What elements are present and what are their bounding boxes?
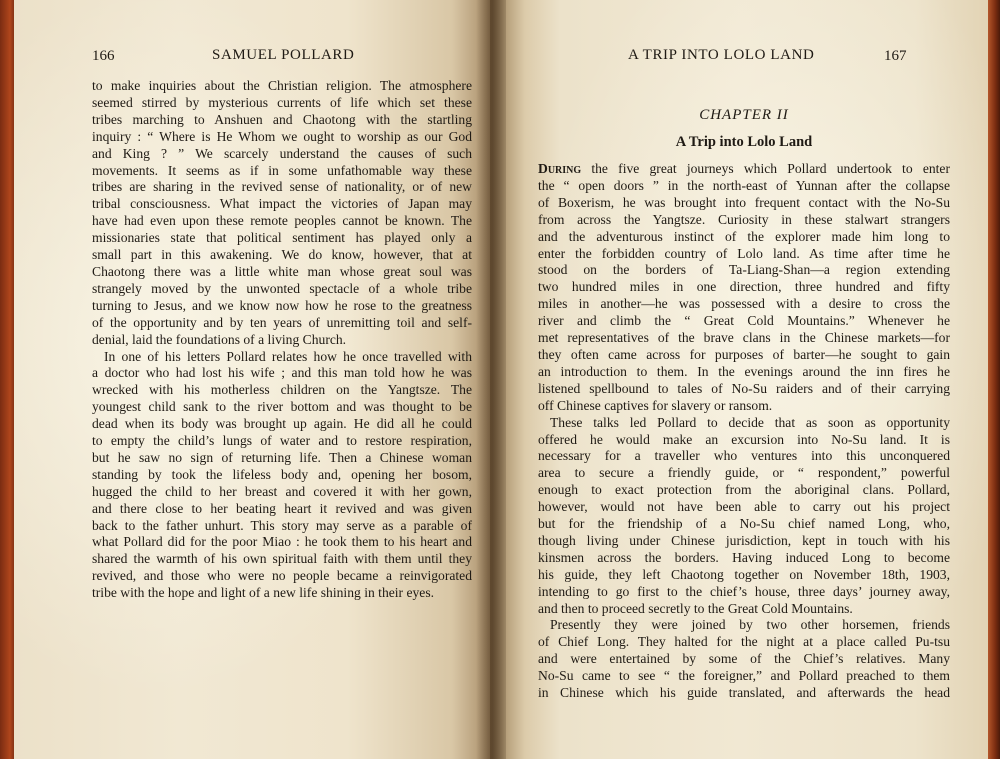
right-page-number: 167 bbox=[884, 48, 907, 64]
text-line: missionaries state that political sentiment has played only a bbox=[92, 230, 472, 246]
text-line: inquiry : “ Where is He Whom we ought to worship as our God bbox=[92, 128, 472, 144]
text-line: stood on the borders of Ta-Liang-Shan—a region extending bbox=[538, 262, 950, 278]
chapter-title: A Trip into Lolo Land bbox=[675, 134, 813, 150]
text-line: small part in this awakening. We do know, however, that at bbox=[92, 247, 472, 263]
text-line: from across the Yangtsze. Curiosity in these stalwart strangers bbox=[538, 211, 950, 227]
right-page bbox=[490, 0, 990, 759]
text-line: No-Su came to see “ the foreigner,” and Pollard preached to them bbox=[538, 668, 950, 684]
text-line: offered he would make an excursion into No-Su land. It is bbox=[538, 431, 950, 447]
text-line: tribe with the hope and light of a new life shining in their eyes. bbox=[92, 585, 435, 601]
text-line: youngest child sank to the river bottom and was thought to be bbox=[92, 399, 472, 415]
text-line: what Pollard did for the poor Miao : he took them to his heart and bbox=[92, 534, 472, 550]
text-line: met representatives of the brave clans in the Chinese markets—for bbox=[538, 330, 950, 346]
text-line: revived, and those who were no people became a reinvigorated bbox=[92, 568, 472, 584]
text-line: tribes are sharing in the revived sense of nationality, or of new bbox=[92, 179, 472, 195]
text-line: strangely moved by the unwonted spectacle of a whole tribe bbox=[92, 280, 472, 296]
text-line: Chaotong there was a little white man whose great soul was bbox=[92, 263, 472, 279]
text-line: and King ? ” We scarcely understand the causes of such bbox=[92, 145, 472, 161]
text-line: dead when its body was brought up again. He did all he could bbox=[92, 416, 472, 432]
text-line bbox=[538, 161, 950, 178]
text-line: turning to Jesus, and we know now how he rose to the greatness bbox=[92, 297, 472, 313]
text-line: listened spellbound to tales of No-Su raiders and of their carrying bbox=[538, 380, 950, 396]
right-running-head: A TRIP INTO LOLO LAND bbox=[628, 47, 815, 63]
text-line: and were entertained by some of the Chief’s relatives. Many bbox=[538, 651, 950, 667]
text-line: wrecked with his motherless children on the Yangtsze. The bbox=[92, 382, 472, 398]
text-line: the “ open doors ” in the north-east of Yunnan after the collapse bbox=[538, 177, 950, 193]
text-line: off Chinese captives for slavery or ransom. bbox=[538, 397, 773, 413]
text-line: they often came across for purposes of barter—he sought to gain bbox=[538, 346, 950, 362]
text-line: seemed stirred by mysterious currents of life which set these bbox=[92, 94, 472, 110]
text-line: and there close to her beating heart it revived and was given bbox=[92, 500, 472, 516]
dropcap-word: During bbox=[538, 161, 582, 176]
text-line: miles in another—he was possessed with a desire to cross the bbox=[538, 296, 950, 312]
left-page bbox=[14, 0, 490, 759]
text-line: of the opportunity and by ten years of unremitting toil and self- bbox=[92, 314, 472, 330]
book-edge bbox=[988, 0, 1000, 759]
text-line: a doctor who had lost his wife ; and this man told how he was bbox=[92, 365, 472, 381]
text-line: denial, laid the foundations of a living Church. bbox=[92, 331, 347, 347]
text-line: back to the father unhurt. This story may serve as a parable of bbox=[92, 517, 472, 533]
text-line-rest: the five great journeys which Pollard undertook to enter bbox=[591, 161, 950, 176]
text-line: These talks led Pollard to decide that as soon as opportunity bbox=[550, 414, 950, 430]
book-gutter-shadow bbox=[476, 0, 506, 759]
text-line: an introduction to them. In the evenings around the inn fires he bbox=[538, 363, 950, 379]
text-line: tribes marching to Anshuen and Chaotong with the startling bbox=[92, 111, 472, 127]
text-line: of Chief Long. They halted for the night at a place called Pu-tsu bbox=[538, 634, 950, 650]
text-line: of Boxerism, he was brought into frequent contact with the No-Su bbox=[538, 194, 950, 210]
text-line: to empty the child’s lungs of water and to restore respiration, bbox=[92, 433, 472, 449]
text-line: in Chinese which his guide translated, and afterwards the head bbox=[538, 685, 950, 701]
left-running-head: SAMUEL POLLARD bbox=[212, 47, 355, 63]
text-line: river and climb the “ Great Cold Mountains.” Whenever he bbox=[538, 313, 950, 329]
right-body-text bbox=[538, 161, 950, 702]
text-line: his guide, they left Chaotong together on November 18th, 1903, bbox=[538, 566, 950, 582]
text-line: In one of his letters Pollard relates how he once travelled with bbox=[104, 348, 472, 364]
text-line: hugged the child to her breast and covered it with her gown, bbox=[92, 483, 472, 499]
text-line: tribal consciousness. What impact the victories of Japan may bbox=[92, 196, 472, 212]
text-line: and the adventurous instinct of the explorer made him long to bbox=[538, 228, 950, 244]
text-line: enter the forbidden country of Lolo land. As time after time he bbox=[538, 245, 950, 261]
text-line: to make inquiries about the Christian religion. The atmosphere bbox=[92, 78, 472, 93]
text-line: however, would not have been able to carry out his project bbox=[538, 499, 950, 515]
text-line: movements. It seems as if in some unfathomable way these bbox=[92, 162, 472, 178]
chapter-label: CHAPTER II bbox=[699, 107, 789, 123]
text-line: but for the friendship of a No-Su chief named Long, who, bbox=[538, 516, 950, 532]
text-line: kinsmen across the borders. Having induced Long to become bbox=[538, 549, 950, 565]
text-line: but he saw no sign of returning life. Then a Chinese woman bbox=[92, 449, 472, 465]
text-line: enough to exact protection from the aboriginal clans. Pollard, bbox=[538, 482, 950, 498]
text-line: Presently they were joined by two other horsemen, friends bbox=[550, 617, 950, 633]
text-line: and then to proceed secretly to the Great Cold Mountains. bbox=[538, 600, 853, 616]
left-body-text bbox=[92, 78, 472, 602]
text-line: two hundred miles in one direction, three hundred and fifty bbox=[538, 279, 950, 295]
text-line: though living under Chinese jurisdiction, kept in touch with his bbox=[538, 532, 950, 548]
text-line: standing by took the lifeless body and, opening her bosom, bbox=[92, 466, 472, 482]
text-line: area to secure a friendly guide, or “ respondent,” powerful bbox=[538, 465, 950, 481]
text-line: intending to go first to the chief’s house, three days’ journey away, bbox=[538, 583, 950, 599]
left-page-number: 166 bbox=[92, 48, 115, 64]
text-line: have had even upon these remote peoples cannot be known. The bbox=[92, 213, 472, 229]
text-line: shared the warmth of his own spiritual faith with them until they bbox=[92, 551, 472, 567]
text-line: necessary for a traveller who ventures into this unconquered bbox=[538, 448, 950, 464]
